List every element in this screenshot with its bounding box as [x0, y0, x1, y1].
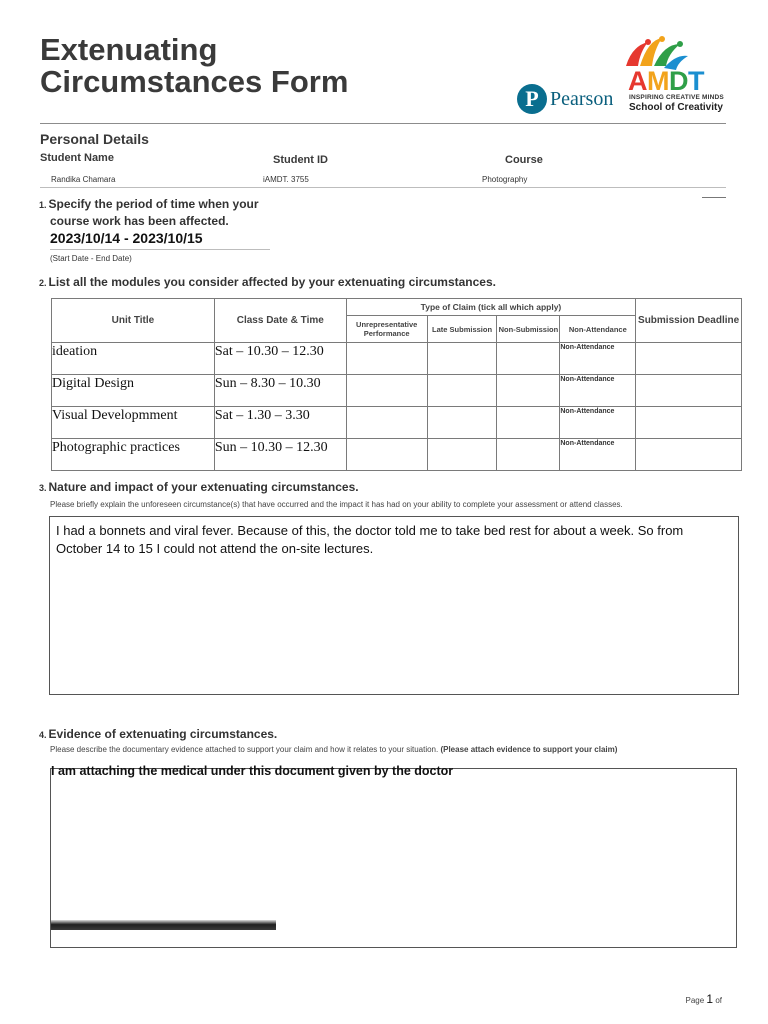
table-row: [52, 439, 742, 471]
amdt-letter-m: M: [647, 66, 669, 96]
period-hint: (Start Date - End Date): [50, 254, 132, 263]
page-number: 1: [706, 992, 714, 1006]
unrepresentative-cell[interactable]: [346, 439, 427, 471]
page-title: [40, 34, 348, 98]
q4-number: 4.: [39, 730, 47, 740]
non-attendance-cell[interactable]: Non-Attendance: [560, 343, 636, 375]
q4-hint-text: Please describe the documentary evidence attached to support your claim and how it relates to your situation.: [50, 745, 439, 754]
period-value[interactable]: 2023/10/14 - 2023/10/15: [50, 230, 203, 246]
header-late-submission: Late Submission: [427, 316, 497, 343]
table-row: [52, 343, 742, 375]
unit-title-cell[interactable]: ideation: [52, 343, 215, 375]
q4-text: [39, 727, 277, 741]
q2-number: 2.: [39, 278, 47, 288]
table-row: [52, 375, 742, 407]
late-submission-cell[interactable]: [427, 407, 497, 439]
header-submission-deadline: Submission Deadline: [636, 299, 742, 343]
late-submission-cell[interactable]: [427, 375, 497, 407]
period-field-line: [50, 249, 270, 250]
student-name-value[interactable]: Randika Chamara: [51, 175, 116, 184]
header-non-submission: Non-Submission: [497, 316, 560, 343]
deadline-cell[interactable]: [636, 439, 742, 471]
amdt-letter-t: T: [688, 66, 704, 96]
header-unrepresentative: Unrepresentative Performance: [346, 316, 427, 343]
non-attendance-cell[interactable]: Non-Attendance: [560, 375, 636, 407]
amdt-school-name: School of Creativity: [629, 102, 723, 113]
amdt-tagline: INSPIRING CREATIVE MINDS: [629, 94, 724, 101]
q1-line-2: course work has been affected.: [50, 214, 229, 228]
student-id-value[interactable]: iAMDT. 3755: [263, 175, 309, 184]
amdt-logo-text: [628, 66, 704, 97]
q3-question: Nature and impact of your extenuating circumstances.: [48, 480, 359, 494]
non-submission-cell[interactable]: [497, 375, 560, 407]
personal-field-line: [40, 187, 726, 188]
table-row: [52, 407, 742, 439]
course-label: Course: [505, 154, 543, 166]
q4-question: Evidence of extenuating circumstances.: [48, 727, 278, 741]
header-class-date: Class Date & Time: [214, 299, 346, 343]
class-date-cell[interactable]: Sat – 10.30 – 12.30: [214, 343, 346, 375]
header-type-of-claim: Type of Claim (tick all which apply): [346, 299, 635, 316]
non-submission-cell[interactable]: [497, 407, 560, 439]
header-non-attendance: Non-Attendance: [560, 316, 636, 343]
pearson-logo-text: Pearson: [550, 88, 614, 110]
deadline-cell[interactable]: [636, 407, 742, 439]
unrepresentative-cell[interactable]: [346, 407, 427, 439]
unit-title-cell[interactable]: Digital Design: [52, 375, 215, 407]
late-submission-cell[interactable]: [427, 343, 497, 375]
header-divider: [40, 123, 726, 124]
page-word: Page: [685, 996, 705, 1005]
q3-number: 3.: [39, 483, 47, 493]
q1-text: [39, 196, 259, 229]
of-word: of: [715, 996, 722, 1005]
amdt-letter-d: D: [669, 66, 688, 96]
q4-hint: [50, 745, 740, 754]
course-value[interactable]: Photography: [482, 175, 528, 184]
unrepresentative-cell[interactable]: [346, 343, 427, 375]
student-name-label: Student Name: [40, 152, 114, 164]
late-submission-cell[interactable]: [427, 439, 497, 471]
header-unit-title: Unit Title: [52, 299, 215, 343]
title-line-1: Extenuating: [40, 32, 218, 67]
unit-title-cell[interactable]: Visual Developmment: [52, 407, 215, 439]
class-date-cell[interactable]: Sat – 1.30 – 3.30: [214, 407, 346, 439]
deadline-cell[interactable]: [636, 375, 742, 407]
q2-text: [39, 275, 496, 289]
amdt-letter-a: A: [628, 66, 647, 96]
personal-details-heading: Personal Details: [40, 131, 149, 147]
q3-hint: Please briefly explain the unforeseen circumstance(s) that have occurred and the impact it has had on your ability to complete your assessment or attend classes.: [50, 500, 623, 509]
pearson-logo-icon: P: [517, 84, 547, 114]
q2-question: List all the modules you consider affected by your extenuating circumstances.: [48, 275, 496, 289]
non-attendance-cell[interactable]: Non-Attendance: [560, 407, 636, 439]
unrepresentative-cell[interactable]: [346, 375, 427, 407]
q1-line-1: Specify the period of time when your: [48, 197, 259, 211]
q3-text: [39, 480, 359, 494]
modules-table: [51, 298, 742, 471]
class-date-cell[interactable]: Sun – 8.30 – 10.30: [214, 375, 346, 407]
attached-medical-image: [51, 920, 276, 930]
non-submission-cell[interactable]: [497, 439, 560, 471]
circumstances-answer: I had a bonnets and viral fever. Because of this, the doctor told me to take bed rest for about a week. So from October 14 to 15 I could not attend the on-site lectures.: [56, 523, 684, 556]
q4-hint-bold: (Please attach evidence to support your claim): [440, 745, 618, 754]
circumstances-textarea[interactable]: [49, 516, 739, 695]
title-line-2: Circumstances Form: [40, 64, 349, 99]
deadline-cell[interactable]: [636, 343, 742, 375]
evidence-answer: I am attaching the medical under this document given by the doctor: [51, 764, 454, 778]
non-attendance-cell[interactable]: Non-Attendance: [560, 439, 636, 471]
short-divider: [702, 197, 726, 198]
non-submission-cell[interactable]: [497, 343, 560, 375]
q1-number: 1.: [39, 200, 47, 210]
class-date-cell[interactable]: Sun – 10.30 – 12.30: [214, 439, 346, 471]
unit-title-cell[interactable]: Photographic practices: [52, 439, 215, 471]
student-id-label: Student ID: [273, 154, 328, 166]
page-footer: [685, 992, 722, 1006]
